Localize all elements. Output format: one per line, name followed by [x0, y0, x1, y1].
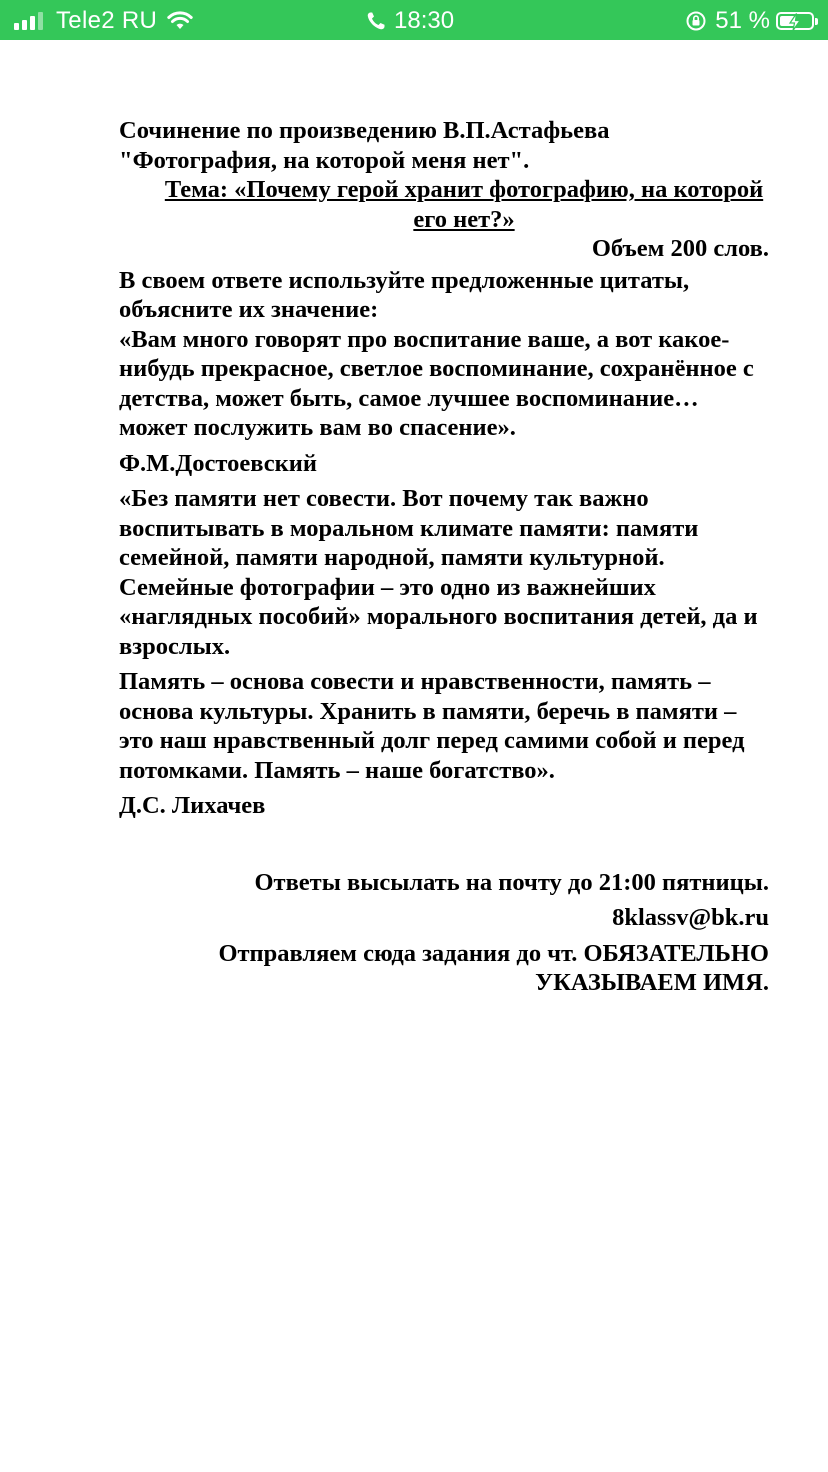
phone-call-icon [366, 11, 386, 31]
deadline-note: Ответы высылать на почту до 21:00 пятницы. [254, 868, 769, 896]
clock-time: 18:30 [394, 7, 455, 34]
status-bar [0, 0, 828, 40]
quote-likhachev-part1: «Без памяти нет совести. Вот почему так важно воспитывать в моральном климате памяти: памяти семейной, памяти народной, памяти культурной. Семейные фотографии – это одно из важнейших «наглядных пособий» морального воспитания детей, да и взрослых. [119, 485, 758, 660]
orientation-lock-icon [685, 10, 707, 32]
signal-strength-icon [14, 12, 46, 30]
status-center [366, 6, 454, 36]
instruction-text: В своем ответе используйте предложенные цитаты, объясните их значение: [119, 266, 690, 323]
email-address[interactable]: 8klassv@bk.ru [612, 904, 769, 931]
document-page [119, 116, 769, 998]
quote-likhachev-part2: Память – основа совести и нравственности, память – основа культуры. Хранить в памяти, беречь в памяти – это наш нравственный долг перед самими собой и перед потомками. Память – наше богатство». [119, 668, 745, 784]
submission-note: Отправляем сюда задания до чт. ОБЯЗАТЕЛЬНО УКАЗЫВАЕМ ИМЯ. [218, 939, 769, 996]
status-left [14, 6, 193, 36]
document-work-title: "Фотография, на которой меня нет". [119, 146, 530, 174]
carrier-name: Tele2 RU [56, 7, 158, 34]
battery-icon [776, 12, 814, 30]
wifi-icon [167, 11, 193, 31]
charging-bolt-icon [788, 13, 802, 31]
battery-percent: 51 % [715, 7, 770, 34]
author-dostoevsky: Ф.М.Достоевский [119, 449, 317, 477]
document-title: Сочинение по произведению В.П.Астафьева [119, 117, 610, 144]
status-right [685, 6, 814, 36]
essay-topic: Тема: «Почему герой хранит фотографию, на которой его нет?» [164, 176, 764, 233]
author-likhachev: Д.С. Лихачев [119, 792, 266, 819]
essay-volume: Объем 200 слов. [591, 235, 769, 262]
quote-dostoevsky: «Вам много говорят про воспитание ваше, а вот какое-нибудь прекрасное, светлое воспоминание, сохранённое с детства, может быть, самое лучшее воспоминание… может послужить вам во спасение». [119, 325, 754, 441]
